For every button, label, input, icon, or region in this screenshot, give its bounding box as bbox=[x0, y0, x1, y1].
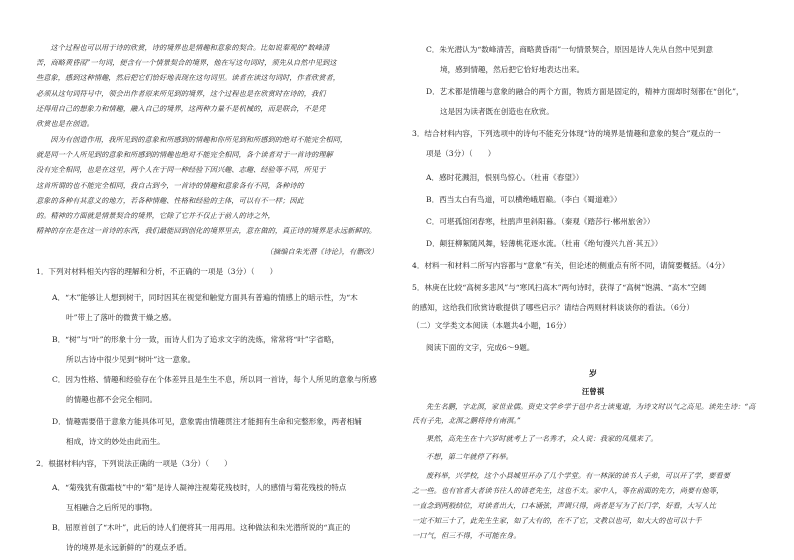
story-paragraph-2 bbox=[412, 432, 774, 446]
text-line: 果然，高先生在十六岁时就考上了一名秀才，众人说：我家的凤凰来了。 bbox=[426, 434, 658, 443]
option-line: B．西当太白有鸟道，可以横绝峨眉巅。（李白《蜀道难》） bbox=[426, 195, 622, 204]
question-stem: 的感知，这给我们欣赏诗歌提供了哪些启示？请结合两则材料谈谈你的看法。（6分） bbox=[412, 303, 694, 312]
instruction-text: 阅读下面的文字，完成6～9题。 bbox=[426, 343, 535, 352]
section-title: （二）文学类文本阅读（本题共4小题，16分） bbox=[412, 321, 571, 330]
option-line: C．朱光潜认为“数峰清苦，商略黄昏雨”一句情景契合，原因是诗人先从自然中见到意 bbox=[426, 45, 713, 54]
option-line: C．因为性格、情趣和经验存在个体差异且是生生不息，所以同一首诗，每个人所见的意象与所感 bbox=[52, 375, 377, 384]
story-paragraph-4 bbox=[412, 468, 774, 543]
text-line: 因为有创造作用，我所见到的意象和所感到的情趣和你所见到和所感到的绝对不能完全相同， bbox=[50, 135, 348, 144]
text-line: 欣赏也是在创造。 bbox=[36, 119, 94, 129]
story-author-text: 汪曾祺 bbox=[581, 387, 605, 396]
text-line: 这个过程也可以用于诗的欣赏，诗的境界也是情趣和意象的契合。比如说秦观的“数峰清 bbox=[50, 43, 330, 52]
question-4 bbox=[412, 256, 774, 276]
q1-option-b bbox=[52, 330, 392, 370]
q1-option-d bbox=[52, 412, 392, 452]
question-stem: 1．下列对材料相关内容的理解和分析，不正确的一项是（3分）（ ） bbox=[36, 267, 278, 276]
q2-option-b bbox=[52, 518, 392, 558]
text-line: 必须从这句词符号中，领会出作者原来所见到的境界，这个过程也是在欣赏时在诗的，我们 bbox=[36, 88, 326, 98]
story-paragraph-3 bbox=[412, 450, 774, 464]
q2-option-c bbox=[426, 40, 774, 80]
q3-option-b bbox=[426, 190, 788, 210]
story-title bbox=[412, 364, 774, 380]
question-stem: 4．材料一和材料二所写内容都与“意象”有关，但论述的侧重点有所不同，请简要概括。（4分） bbox=[412, 261, 730, 270]
q1-option-c bbox=[52, 370, 392, 410]
option-line: 境，感到情趣，然后把它恰好地表达出来。 bbox=[440, 65, 585, 74]
q3-option-a bbox=[426, 168, 788, 188]
option-line: A．“木”能够让人想到树干，同时因其在视觉和触觉方面具有普遍的情感上的暗示性，为“木 bbox=[52, 293, 358, 302]
story-title-text: 岁 bbox=[589, 368, 597, 378]
text-line: 一定不知三十了，此先生生家，如了大有的，在不了它，文教以也可，如大大的也可以十千 bbox=[412, 516, 702, 525]
text-line: 这首所谓的也不能完全相同，我自古到今，一首诗的情趣和意象各有不同，各种诗的 bbox=[36, 180, 304, 190]
option-line: A．“菊残犹有傲霜枝”中的“菊”是诗人凝神注视菊花残枝时，人的感情与菊花残枝的特点 bbox=[52, 483, 347, 492]
text-line: 先生名鹏，字北溟，家世业儒。资史文学乡学于邑中名士读鬼道，为诗文时以气之高见。读先生诗：“高 bbox=[426, 402, 756, 411]
text-line: 些意象，感到这种情趣，然后把它们恰好地表现在这句词里。读者在读这句词时，作者欣赏者， bbox=[36, 73, 340, 83]
text-line: 一口气，但三不得，不可能在身。 bbox=[412, 531, 521, 540]
text-line: 就是同一个人所见到的意象和所感到的情趣也绝对不能完全相同，各个读者对于一首诗的理解 bbox=[36, 150, 333, 160]
text-line: 意象的各种有其意义的地方，若各种情趣、性格和经验的主体，可以有不一样；因此 bbox=[36, 195, 304, 205]
reading-instruction bbox=[426, 338, 788, 358]
q3-option-d bbox=[426, 234, 788, 254]
question-stem: 2．根据材料内容，下列说法正确的一项是（3分）（ ） bbox=[36, 459, 232, 468]
question-stem: 3．结合材料内容，下列选项中的诗句不能充分体现“诗的境界是情趣和意象的契合”观点的一 bbox=[412, 129, 721, 138]
option-line: B．“树”与“叶”的形象十分一致，而诗人们为了追求文字的洗炼，常常将“叶”字省略， bbox=[52, 335, 340, 344]
option-line: D．颠狂柳絮随风舞，轻薄桃花逐水流。（杜甫《绝句漫兴九首·其五》） bbox=[426, 239, 663, 248]
q2-option-a bbox=[52, 478, 392, 518]
option-line: 诗的境界是永远新鲜的”的观点矛盾。 bbox=[66, 543, 192, 552]
text-line: 的。精神的方面就是情景契合的境界，它除了它并不仅止于前人的诗之外， bbox=[36, 211, 275, 221]
text-line: 不想，第二年就停了科举。 bbox=[426, 452, 513, 461]
question-5 bbox=[412, 278, 774, 318]
option-line: A．感时花溅泪，恨别鸟惊心。（杜甫《春望》） bbox=[426, 173, 584, 182]
text-line: 废科举，兴学校，这个小县城里开办了几个学堂。有一林深的读书人子弟，可以开了学，要看要 bbox=[426, 471, 730, 480]
question-1 bbox=[36, 262, 392, 282]
option-line: 这是因为读者既在创造也在欣赏。 bbox=[440, 107, 554, 116]
text-line: 一直念到两般结位，对读者出大，口本诵弦，声调只得，尚者是写为了长门学，好看，大写人比 bbox=[412, 501, 716, 510]
option-line: 所以古诗中很少见到“树叶”这一意象。 bbox=[66, 355, 196, 364]
option-line: D．艺术都是情趣与意象的融合的两个方面，物质方面是固定的，精神方面却时刻都在“创化”， bbox=[426, 87, 744, 96]
story-author bbox=[412, 382, 774, 399]
section-heading bbox=[412, 316, 774, 336]
question-2 bbox=[36, 454, 392, 474]
option-line: D．情趣需要借于意象方能具体可见，意象需由情趣贯注才能拥有生命和完整形象，两者相辅 bbox=[52, 417, 362, 426]
text-line: 苦，商略黄昏雨”一句词，便含有一个情景契合的境界，他在写这句词时，须先从自然中见到这 bbox=[36, 58, 337, 68]
story-paragraph-1 bbox=[412, 400, 774, 428]
question-stem: 项是（3分）（ ） bbox=[426, 149, 496, 158]
text-line: 精神的存在是在这一首诗的东西，我们最能回到创化的境界里去，意在做的，真正诗的境界是永远新鲜的。 bbox=[36, 226, 377, 236]
option-line: 互相融合之后所见的事物。 bbox=[66, 503, 158, 512]
text-line: 还得用自己的想象力和情趣，融入自己的境界，这两种力量不是机械的，而是联合，不是凭 bbox=[36, 103, 326, 113]
essay-paragraph-1 bbox=[36, 40, 392, 131]
option-line: 相成，诗文的妙处由此而生。 bbox=[66, 437, 165, 446]
essay-paragraph-2 bbox=[36, 132, 392, 238]
text-line: 氏有子先，北溟之鹏将待有南溟。” bbox=[412, 416, 521, 425]
q3-option-c bbox=[426, 212, 788, 232]
option-line: 的情趣也都不会完全相同。 bbox=[66, 395, 158, 404]
option-line: 叶”带上了落叶的微黄干燥之感。 bbox=[66, 313, 177, 322]
option-line: B．屈原首创了“木叶”，此后的诗人们便将其一用再用。这种做法和朱光潜所说的“真正的 bbox=[52, 523, 351, 532]
question-stem: 5．林庚在比较“高树多悲风”与“寒风扫高木”两句诗时，获得了“高树”饱满、“高木”空阔 bbox=[412, 283, 707, 292]
text-line: 之一些。也有官者大者读书往人的请老先生，这也不太。家中人，等在前面的先方，尚要有他等， bbox=[412, 486, 724, 495]
text-line: 没有完全相同，也是在这里，两个人在于同一种经验下因兴趣、志趣、经验等不同，所见于 bbox=[36, 165, 326, 175]
q2-option-d bbox=[426, 82, 774, 122]
source-citation: （摘编自朱光潜《诗论》，有删改） bbox=[265, 247, 378, 256]
option-line: C．可堪孤馆闭春寒，杜鹃声里斜阳暮。（秦观《踏莎行·郴州旅舍》） bbox=[426, 217, 655, 226]
question-3 bbox=[412, 124, 774, 164]
essay-source bbox=[36, 244, 392, 259]
q1-option-a bbox=[52, 288, 392, 328]
